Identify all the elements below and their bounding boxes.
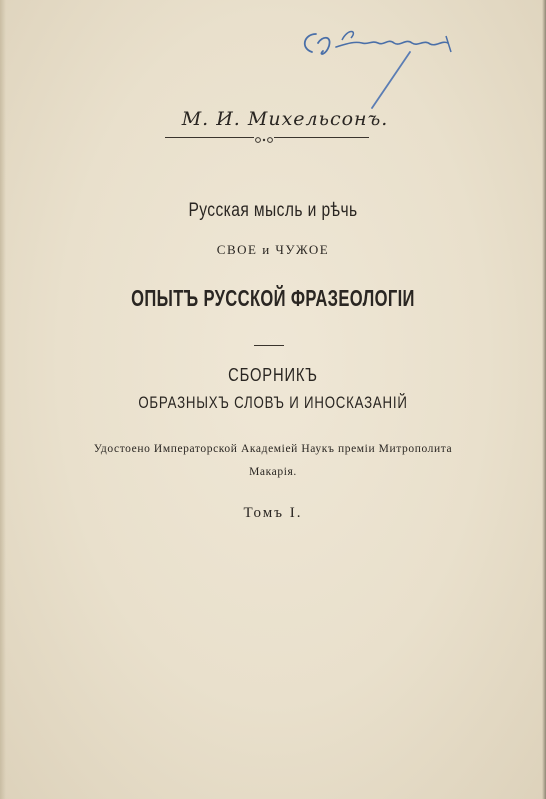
- collection-heading: СБОРНИКЪ: [228, 365, 318, 385]
- collection-subheading: ОБРАЗНЫХЪ СЛОВЪ И ИНОСКАЗАНIЙ: [138, 393, 408, 412]
- author-name: М. И. Михельсонъ.: [181, 108, 389, 130]
- title-subline: СВОЕ и ЧУЖОЕ: [216, 242, 330, 257]
- award-note-line1: Удостоено Императорской Академiей Наукъ премiи Митрополита: [93, 443, 453, 455]
- award-note-line2: Макарiя.: [249, 466, 297, 478]
- divider-rule: [254, 345, 284, 346]
- title-phraseology: ОПЫТЪ РУССКОЙ ФРАЗЕОЛОГIИ: [131, 285, 415, 311]
- volume-label: Томъ I.: [243, 505, 303, 521]
- flourish-ornament: [244, 133, 284, 147]
- main-title: Русская мысль и рѣчь: [188, 200, 358, 221]
